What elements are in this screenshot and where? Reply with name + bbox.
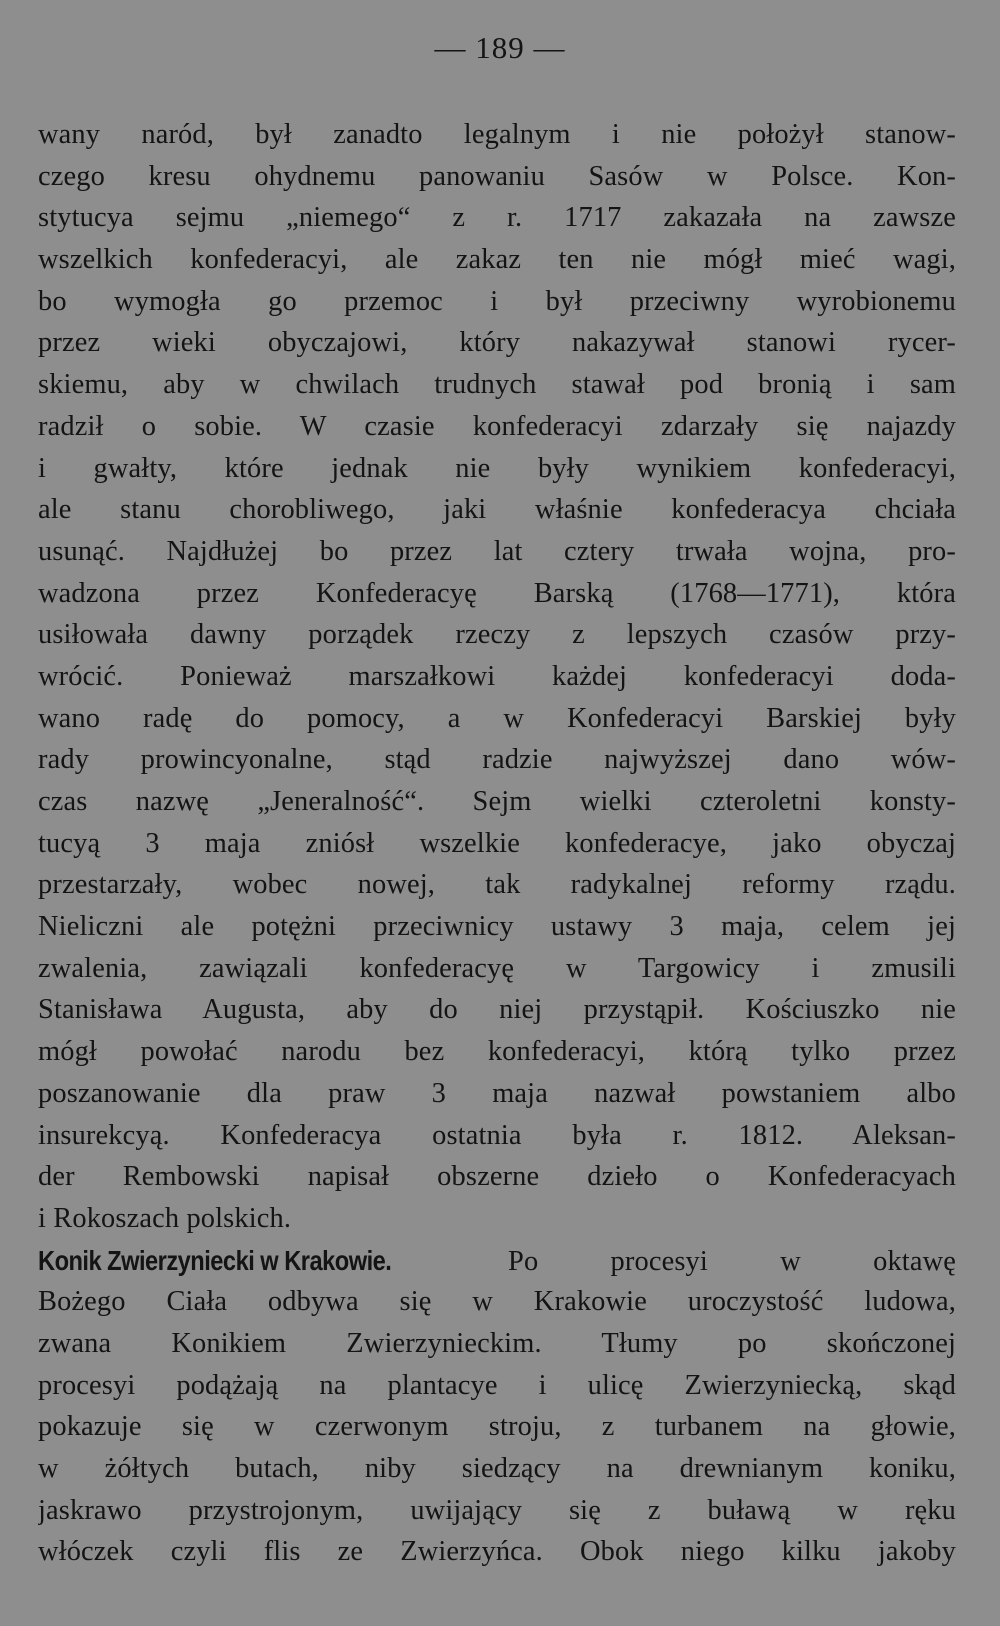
text-line: czas nazwę „Jeneralność“. Sejm wielki czteroletni konsty- bbox=[38, 786, 956, 817]
text-line: ale stanu chorobliwego, jaki właśnie konfederacya chciała bbox=[38, 494, 956, 526]
text-line: tucyą 3 maja zniósł wszelkie konfederacye, jako obyczaj bbox=[38, 827, 956, 859]
text-line: wrócić. Ponieważ marszałkowi każdej konfederacyi doda- bbox=[38, 660, 956, 692]
text-line: radził o sobie. W czasie konfederacyi zdarzały się najazdy bbox=[38, 410, 956, 442]
text-line: stytucya sejmu „niemego“ z r. 1717 zakazała na zawsze bbox=[38, 202, 956, 234]
text-line: insurekcyą. Konfederacya ostatnia była r. 1812. Aleksan- bbox=[38, 1119, 956, 1151]
paragraph-konfederacya bbox=[38, 114, 956, 1240]
entry-first-line-text: Po procesyi w oktawę bbox=[508, 1245, 956, 1277]
text-line: wszelkich konfederacyi, ale zakaz ten nie mógł mieć wagi, bbox=[38, 244, 956, 276]
entry-heading: Konik Zwierzyniecki w Krakowie. bbox=[38, 1244, 392, 1276]
text-line: Nieliczni ale potężni przeciwnicy ustawy 3 maja, celem jej bbox=[38, 911, 956, 943]
text-line: wadzona przez Konfederacyę Barską (1768—1771), która bbox=[38, 577, 956, 609]
text-line: procesyi podążają na plantacye i ulicę Zwierzyniecką, skąd bbox=[38, 1369, 956, 1401]
entry-heading-wrap bbox=[38, 1240, 508, 1282]
page-number: — 189 — bbox=[434, 30, 566, 65]
text-line: Bożego Ciała odbywa się w Krakowie uroczystość ludowa, bbox=[38, 1286, 956, 1318]
text-line: i gwałty, które jednak nie były wynikiem konfederacyi, bbox=[38, 452, 956, 484]
text-line: wany naród, był zanadto legalnym i nie położył stanow- bbox=[38, 119, 956, 150]
text-line: wano radę do pomocy, a w Konfederacyi Barskiej były bbox=[38, 702, 956, 734]
entry-first-line bbox=[38, 1240, 956, 1282]
text-line: skiemu, aby w chwilach trudnych stawał pod bronią i sam bbox=[38, 369, 956, 401]
text-line: zwalenia, zawiązali konfederacyę w Targowicy i zmusili bbox=[38, 952, 956, 984]
text-line: przestarzały, wobec nowej, tak radykalnej reformy rządu. bbox=[38, 869, 956, 901]
text-line: Stanisława Augusta, aby do niej przystąpił. Kościuszko nie bbox=[38, 994, 956, 1026]
text-line: włóczek czyli flis ze Zwierzyńca. Obok niego kilku jakoby bbox=[38, 1536, 956, 1568]
text-line: mógł powołać narodu bez konfederacyi, którą tylko przez bbox=[38, 1036, 956, 1068]
text-line: poszanowanie dla praw 3 maja nazwał powstaniem albo bbox=[38, 1077, 956, 1109]
text-line: usiłowała dawny porządek rzeczy z lepszych czasów przy- bbox=[38, 619, 956, 651]
page-body bbox=[38, 114, 956, 1573]
text-line: der Rembowski napisał obszerne dzieło o Konfederacyach bbox=[38, 1161, 956, 1193]
text-line: jaskrawo przystrojonym, uwijający się z buławą w ręku bbox=[38, 1494, 956, 1526]
text-line: zwana Konikiem Zwierzynieckim. Tłumy po skończonej bbox=[38, 1327, 956, 1359]
entry-konik-zwierzyniecki bbox=[38, 1240, 956, 1574]
text-line: pokazuje się w czerwonym stroju, z turbanem na głowie, bbox=[38, 1411, 956, 1443]
text-line: czego kresu ohydnemu panowaniu Sasów w Polsce. Kon- bbox=[38, 160, 956, 192]
text-line: bo wymogła go przemoc i był przeciwny wyrobionemu bbox=[38, 285, 956, 317]
text-line: przez wieki obyczajowi, który nakazywał stanowi rycer- bbox=[38, 327, 956, 359]
text-line: rady prowincyonalne, stąd radzie najwyższej dano wów- bbox=[38, 744, 956, 776]
text-line: i Rokoszach polskich. bbox=[38, 1202, 292, 1234]
text-line: w żółtych butach, niby siedzący na drewnianym koniku, bbox=[38, 1453, 956, 1484]
text-line: usunąć. Najdłużej bo przez lat cztery trwała wojna, pro- bbox=[38, 535, 956, 567]
